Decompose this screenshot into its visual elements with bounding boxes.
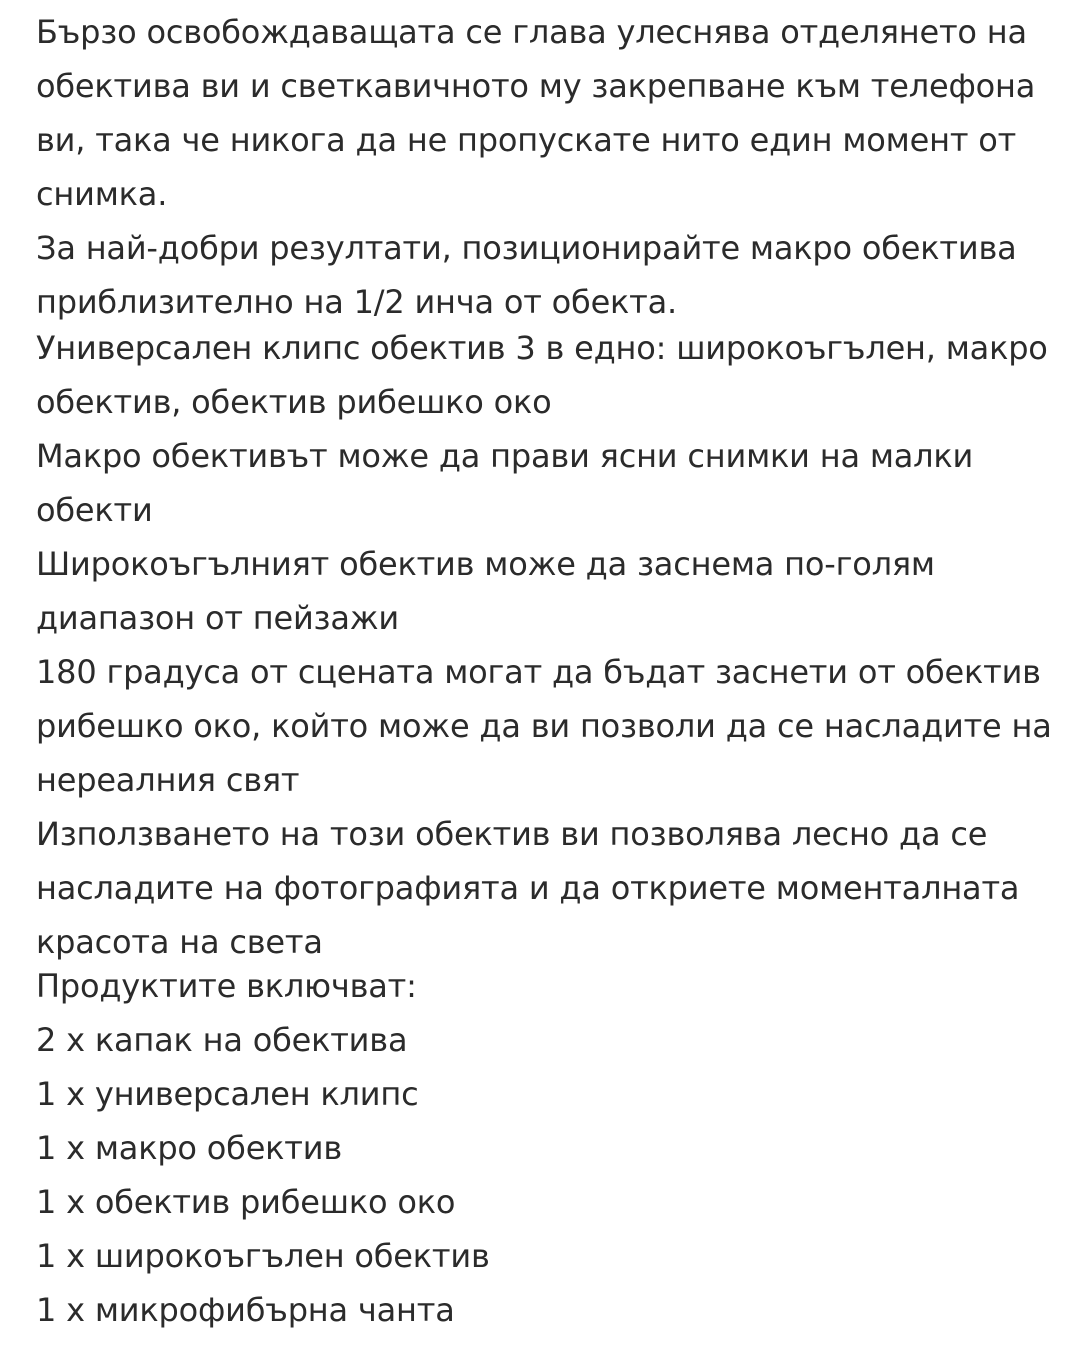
paragraph-universal-clip: Универсален клипс обектив 3 в едно: широкоъгълен, макро обектив, обектив рибешко око xyxy=(36,329,1048,421)
paragraph-fisheye-lens: 180 градуса от сцената могат да бъдат заснети от обектив рибешко око, който може да ви позволи да се насладите на нереалния свят xyxy=(36,653,1052,799)
package-contents xyxy=(36,959,1066,1337)
paragraph-quick-release: Бързо освобождаващата се глава улеснява отделянето на обектива ви и светкавичното му закрепване към телефона ви, така че никога да не пропускате нито един момент от снимка. xyxy=(36,13,1036,213)
paragraph-macro-lens: Макро обективът може да прави ясни снимки на малки обекти xyxy=(36,437,974,529)
package-item: 1 x обектив рибешко око xyxy=(36,1183,456,1221)
package-item: 2 x капак на обектива xyxy=(36,1021,408,1059)
package-item: 1 x макро обектив xyxy=(36,1129,343,1167)
package-item: 1 x микрофибърна чанта xyxy=(36,1291,455,1329)
package-item: 1 x универсален клипс xyxy=(36,1075,419,1113)
paragraph-wide-angle-lens: Широкоъгълният обектив може да заснема по-голям диапазон от пейзажи xyxy=(36,545,935,637)
package-heading: Продуктите включват: xyxy=(36,967,417,1005)
package-item: 1 x широкоъгълен обектив xyxy=(36,1237,490,1275)
paragraph-best-results: За най-добри резултати, позиционирайте макро обектива приблизително на 1/2 инча от обекта. xyxy=(36,229,1017,321)
paragraph-enjoy-photography: Използването на този обектив ви позволява лесно да се насладите на фотографията и да откриете моменталната красота на света xyxy=(36,815,1020,961)
product-description xyxy=(36,0,1066,1337)
